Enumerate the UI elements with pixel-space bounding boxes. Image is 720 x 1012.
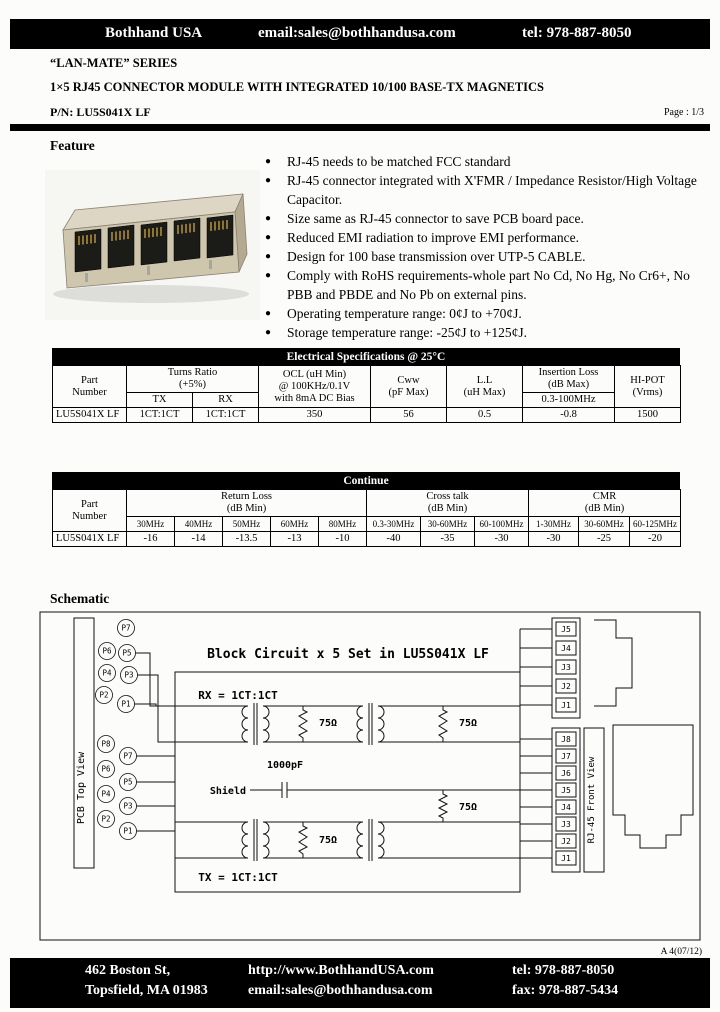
cell-part: LU5S041X LF [53, 408, 127, 423]
cell-value: 1500 [615, 408, 681, 423]
pin-label: P8 [101, 739, 111, 749]
freq-label: 60-100MHz [475, 517, 529, 532]
table1-title: Electrical Specifications @ 25°C [52, 348, 680, 365]
freq-label: 40MHz [175, 517, 223, 532]
choke-rx [357, 703, 384, 745]
header-tel: tel: 978-887-8050 [522, 25, 632, 41]
part-number: P/N: LU5S041X LF [50, 105, 151, 119]
choke-tx [357, 819, 384, 861]
col-il-range: 0.3-100MHz [523, 393, 615, 408]
cell-value: -40 [367, 532, 421, 547]
pin-label: P4 [101, 789, 111, 799]
col-tx: TX [127, 393, 193, 408]
cell-value: -30 [475, 532, 529, 547]
pin-label: P5 [122, 648, 132, 658]
table2-title: Continue [52, 472, 680, 489]
pin-label: P7 [123, 751, 133, 761]
freq-label: 30MHz [127, 517, 175, 532]
cell-value: -0.8 [523, 408, 615, 423]
r75-label: 75Ω [458, 718, 478, 729]
j-label: J8 [561, 735, 571, 744]
footer-address-2: Topsfield, MA 01983 [85, 983, 208, 998]
photo-shadow [53, 285, 249, 303]
block-title: Block Circuit x 5 Set in LU5S041X LF [207, 647, 489, 662]
feature-list [263, 152, 705, 342]
pin-label: P1 [123, 826, 133, 836]
revision-code: A 4(07/12) [660, 947, 702, 957]
circuit-block-outline [175, 672, 520, 892]
cell-value: -25 [579, 532, 630, 547]
cell-value: -14 [175, 532, 223, 547]
cell-value: -13.5 [223, 532, 271, 547]
pcb-view-label: PCB Top View [76, 751, 87, 825]
pin-label: P2 [99, 690, 109, 700]
cap-label: 1000pF [266, 760, 304, 771]
rj45-view-label: RJ-45 Front View [587, 756, 597, 844]
freq-label: 60MHz [271, 517, 319, 532]
footer-email: email:sales@bothhandusa.com [248, 983, 433, 998]
page-number: Page : 1/3 [664, 107, 704, 118]
cell-value: -10 [319, 532, 367, 547]
feature-item: ● Reduced EMI radiation to improve EMI performance. [263, 228, 705, 247]
footer-bar [10, 958, 710, 1008]
pin-label: P4 [102, 668, 112, 678]
table-row [53, 532, 681, 547]
col-return-loss: Return Loss (dB Min) [127, 490, 367, 517]
j-label: J5 [561, 625, 571, 634]
shield-label: Shield [209, 786, 246, 797]
feature-item: ● Storage temperature range: -25¢J to +125¢J. [263, 323, 705, 342]
top-bracket [594, 620, 632, 706]
feature-item: ● Design for 100 base transmission over UTP-5 CABLE. [263, 247, 705, 266]
resistor-r1 [299, 706, 307, 742]
page-title: 1×5 RJ45 CONNECTOR MODULE WITH INTEGRATED 10/100 BASE-TX MAGNETICS [50, 80, 544, 94]
header-email: email:sales@bothhandusa.com [258, 25, 456, 41]
col-ll: L.L (uH Max) [447, 366, 523, 408]
transformer-rx [242, 703, 269, 745]
j-label: J3 [561, 663, 571, 672]
cell-value: -20 [630, 532, 681, 547]
cell-value: -13 [271, 532, 319, 547]
cell-value: -35 [421, 532, 475, 547]
electrical-spec-grid [52, 365, 681, 423]
cell-value: 0.5 [447, 408, 523, 423]
transformer-tx [242, 819, 269, 861]
cell-value: -16 [127, 532, 175, 547]
pin-label: P1 [121, 699, 131, 709]
col-part-number: Part Number [53, 366, 127, 408]
wires [135, 629, 553, 858]
col-hipot: HI-POT (Vrms) [615, 366, 681, 408]
footer-tel: tel: 978-887-8050 [512, 963, 615, 978]
j-label: J4 [561, 803, 571, 812]
cell-value: 1CT:1CT [127, 408, 193, 423]
pin-label: P3 [123, 801, 133, 811]
title-divider [10, 124, 710, 131]
cell-value: 350 [259, 408, 371, 423]
freq-label: 0.3-30MHz [367, 517, 421, 532]
pin-label: P3 [124, 670, 134, 680]
feature-item: ● RJ-45 connector integrated with X'FMR / Impedance Resistor/High Voltage Capacitor. [263, 171, 705, 209]
cell-value: -30 [529, 532, 579, 547]
j-label: J6 [561, 769, 571, 778]
col-ocl: OCL (uH Min) @ 100KHz/0.1V with 8mA DC Bias [259, 366, 371, 408]
footer-web: http://www.BothhandUSA.com [248, 963, 434, 978]
col-crosstalk: Cross talk (dB Min) [367, 490, 529, 517]
freq-label: 30-60MHz [421, 517, 475, 532]
product-photo [45, 170, 260, 320]
pin-label: P7 [121, 623, 131, 633]
r75-label: 75Ω [318, 718, 338, 729]
j-label: J1 [561, 854, 571, 863]
freq-label: 30-60MHz [579, 517, 630, 532]
freq-header-row [53, 517, 681, 532]
j-label: J2 [561, 682, 571, 691]
freq-label: 60-125MHz [630, 517, 681, 532]
col-cww: Cww (pF Max) [371, 366, 447, 408]
pin-label: P5 [123, 777, 133, 787]
table-row [53, 408, 681, 423]
j-label: J5 [561, 786, 571, 795]
continue-table [52, 472, 680, 547]
col-part-number: Part Number [53, 490, 127, 532]
resistor-r2 [439, 706, 447, 742]
rx-label: RX = 1CT:1CT [198, 689, 278, 702]
freq-label: 80MHz [319, 517, 367, 532]
col-turns-ratio: Turns Ratio (+5%) [127, 366, 259, 393]
tx-label: TX = 1CT:1CT [198, 871, 278, 884]
schematic-heading: Schematic [50, 591, 110, 606]
col-cmr: CMR (dB Min) [529, 490, 681, 517]
j-label: J7 [561, 752, 571, 761]
electrical-spec-table [52, 348, 680, 423]
feature-item: ● Comply with RoHS requirements-whole part No Cd, No Hg, No Cr6+, No PBB and PBDE and No Pb on external pins. [263, 266, 705, 304]
r75-label: 75Ω [458, 802, 478, 813]
j-label: J1 [561, 701, 571, 710]
capacitor-1000pf [282, 782, 287, 798]
series-title: “LAN-MATE” SERIES [50, 56, 178, 70]
schematic-diagram [38, 610, 702, 942]
feature-item: ● Operating temperature range: 0¢J to +70¢J. [263, 304, 705, 323]
col-insertion-loss: Insertion Loss (dB Max) [523, 366, 615, 393]
footer-address-1: 462 Boston St, [85, 963, 171, 978]
pcb-strip [74, 618, 94, 868]
rj45-front-outline [613, 725, 693, 848]
cell-value: 1CT:1CT [193, 408, 259, 423]
resistor-r3 [439, 790, 447, 822]
cell-value: 56 [371, 408, 447, 423]
feature-item: ● RJ-45 needs to be matched FCC standard [263, 152, 705, 171]
continue-grid [52, 489, 681, 547]
resistor-r4 [299, 822, 307, 858]
pin-label: P6 [101, 764, 111, 774]
j-label: J2 [561, 837, 571, 846]
feature-heading: Feature [50, 138, 95, 153]
j-label: J3 [561, 820, 571, 829]
j-label: J4 [561, 644, 571, 653]
footer-fax: fax: 978-887-5434 [512, 983, 619, 998]
cell-part: LU5S041X LF [53, 532, 127, 547]
pin-label: P6 [102, 646, 112, 656]
company-name: Bothhand USA [105, 25, 203, 41]
feature-item: ● Size same as RJ-45 connector to save PCB board pace. [263, 209, 705, 228]
freq-label: 50MHz [223, 517, 271, 532]
r75-label: 75Ω [318, 835, 338, 846]
header-bar [10, 19, 710, 49]
col-rx: RX [193, 393, 259, 408]
freq-label: 1-30MHz [529, 517, 579, 532]
pin-label: P2 [101, 814, 111, 824]
